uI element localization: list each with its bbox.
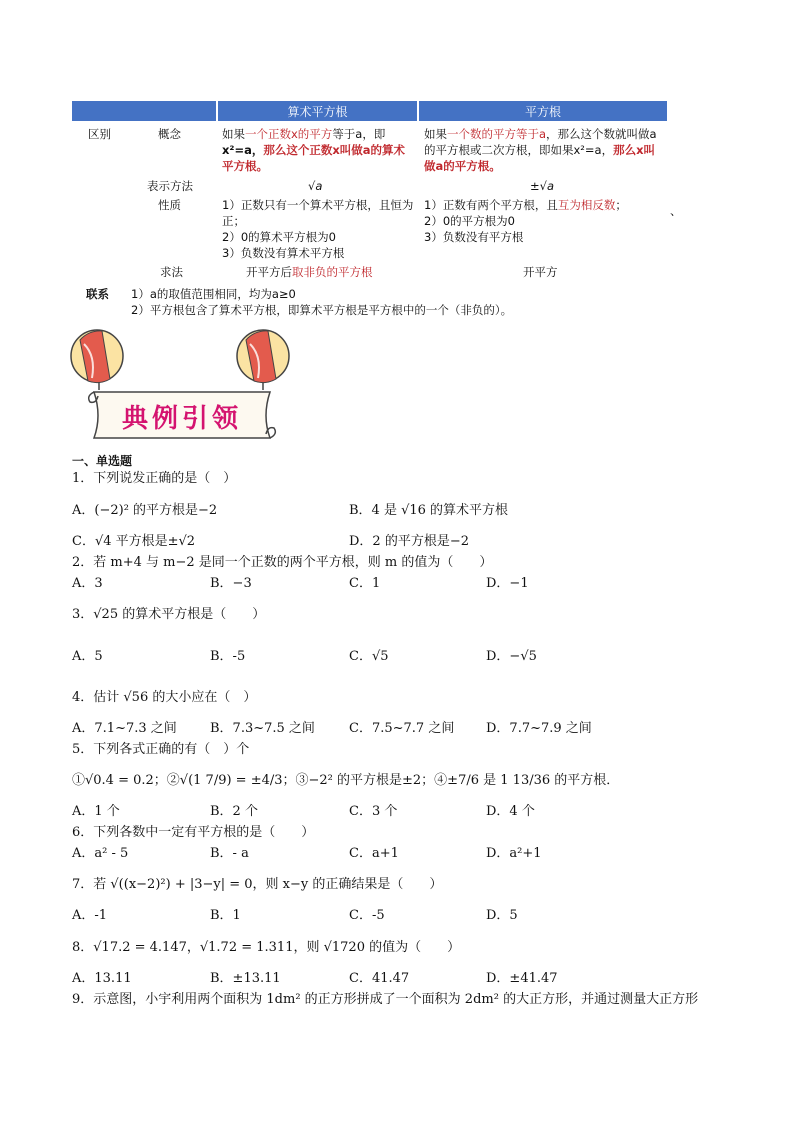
q6-option-c: C．a+1 bbox=[349, 846, 399, 861]
q1-option-b: B．4 是 √16 的算术平方根 bbox=[349, 503, 509, 518]
q5-option-c: C．3 个 bbox=[349, 804, 398, 819]
q2-stem: 2．若 m+4 与 m−2 是同一个正数的两个平方根，则 m 的值为（ ） bbox=[72, 555, 493, 570]
q7-option-d: D．5 bbox=[486, 908, 518, 923]
q4-stem: 4．估计 √56 的大小应在（ ） bbox=[72, 690, 257, 705]
table-header-square-root: 平方根 bbox=[419, 101, 667, 121]
property-label: 性质 bbox=[158, 198, 181, 212]
q2-option-c: C．1 bbox=[349, 576, 381, 591]
q3-option-c: C．√5 bbox=[349, 649, 389, 664]
example-banner bbox=[66, 326, 298, 448]
q1-option-d: D．2 的平方根是−2 bbox=[349, 534, 469, 549]
q7-stem: 7．若 √((x−2)²) + |3−y| = 0，则 x−y 的正确结果是（ ） bbox=[72, 877, 443, 892]
q8-option-b: B．±13.11 bbox=[210, 971, 281, 986]
q5-statements: ①√0.4 = 0.2；②√(1 7/9) = ±4/3；③−2² 的平方根是±2；④±7/6 是 1 13/36 的平方根． bbox=[72, 773, 620, 788]
concept-col1: 如果一个正数x的平方等于a，即x²=a，那么这个正数x叫做a的算术平方根。 bbox=[222, 127, 406, 173]
q7-option-c: C．-5 bbox=[349, 908, 385, 923]
q3-option-d: D．−√5 bbox=[486, 649, 537, 664]
q9-stem: 9．示意图，小宇利用两个面积为 1dm² 的正方形拼成了一个面积为 2dm² 的大正方形，并通过测量大正方形 bbox=[72, 992, 699, 1007]
q8-stem: 8．√17.2 = 4.147，√1.72 = 1.311，则 √1720 的值为（ ） bbox=[72, 940, 461, 955]
table-header-spacer bbox=[72, 101, 216, 121]
q4-option-a: A．7.1~7.3 之间 bbox=[72, 721, 177, 736]
q8-option-d: D．±41.47 bbox=[486, 971, 558, 986]
section-title: 一、单选题 bbox=[72, 454, 133, 468]
q5-option-b: B．2 个 bbox=[210, 804, 258, 819]
property-col2: 1）正数有两个平方根，且互为相反数； 2）0的平方根为0 3）负数没有平方根 bbox=[424, 198, 627, 244]
q6-option-d: D．a²+1 bbox=[486, 846, 542, 861]
q8-option-a: A．13.11 bbox=[72, 971, 132, 986]
q4-option-b: B．7.3~7.5 之间 bbox=[210, 721, 315, 736]
q2-option-a: A．3 bbox=[72, 576, 103, 591]
concept-label: 概念 bbox=[158, 127, 181, 141]
q5-option-a: A．1 个 bbox=[72, 804, 120, 819]
method-col1: 开平方后取非负的平方根 bbox=[246, 265, 373, 279]
q6-option-b: B．- a bbox=[210, 846, 249, 861]
q7-option-b: B．1 bbox=[210, 908, 241, 923]
concept-col2: 如果一个数的平方等于a，那么这个数就叫做a的平方根或二次方根，即如果x²=a，那么x叫做a的平方根。 bbox=[424, 127, 657, 173]
q7-option-a: A．-1 bbox=[72, 908, 108, 923]
q3-option-b: B．-5 bbox=[210, 649, 246, 664]
q1-option-a: A．(−2)² 的平方根是−2 bbox=[72, 503, 218, 518]
q3-stem: 3．√25 的算术平方根是（ ） bbox=[72, 607, 266, 622]
row-group-label: 区别 bbox=[88, 127, 111, 141]
table-header-arithmetic-root: 算术平方根 bbox=[218, 101, 417, 121]
banner-title: 典例引领 bbox=[122, 404, 243, 434]
q1-option-c: C．√4 平方根是±√2 bbox=[72, 534, 196, 549]
method-label: 求法 bbox=[160, 265, 183, 279]
method-col2: 开平方 bbox=[523, 265, 558, 279]
q6-option-a: A．a² - 5 bbox=[72, 846, 129, 861]
relation-item-1: 1）a的取值范围相同，均为a≥0 bbox=[131, 287, 296, 301]
relation-label: 联系 bbox=[86, 287, 109, 301]
q2-option-d: D．−1 bbox=[486, 576, 529, 591]
relation-item-2: 2）平方根包含了算术平方根，即算术平方根是平方根中的一个（非负的）。 bbox=[131, 303, 513, 317]
q3-option-a: A．5 bbox=[72, 649, 103, 664]
q8-option-c: C．41.47 bbox=[349, 971, 410, 986]
q4-option-d: D．7.7~7.9 之间 bbox=[486, 721, 592, 736]
notation-label: 表示方法 bbox=[147, 179, 193, 193]
q2-option-b: B．−3 bbox=[210, 576, 252, 591]
property-col1: 1）正数只有一个算术平方根，且恒为正； 2）0的算术平方根为0 3）负数没有算术平方根 bbox=[222, 198, 414, 260]
q5-option-d: D．4 个 bbox=[486, 804, 535, 819]
stray-mark: 、 bbox=[670, 204, 682, 218]
q4-option-c: C．7.5~7.7 之间 bbox=[349, 721, 455, 736]
q1-stem: 1．下列说发正确的是（ ） bbox=[72, 471, 237, 486]
q5-stem: 5．下列各式正确的有（ ）个 bbox=[72, 742, 250, 757]
q6-stem: 6．下列各数中一定有平方根的是（ ） bbox=[72, 825, 315, 840]
notation-col2: ±√a bbox=[530, 179, 555, 193]
notation-col1: √a bbox=[308, 179, 323, 193]
